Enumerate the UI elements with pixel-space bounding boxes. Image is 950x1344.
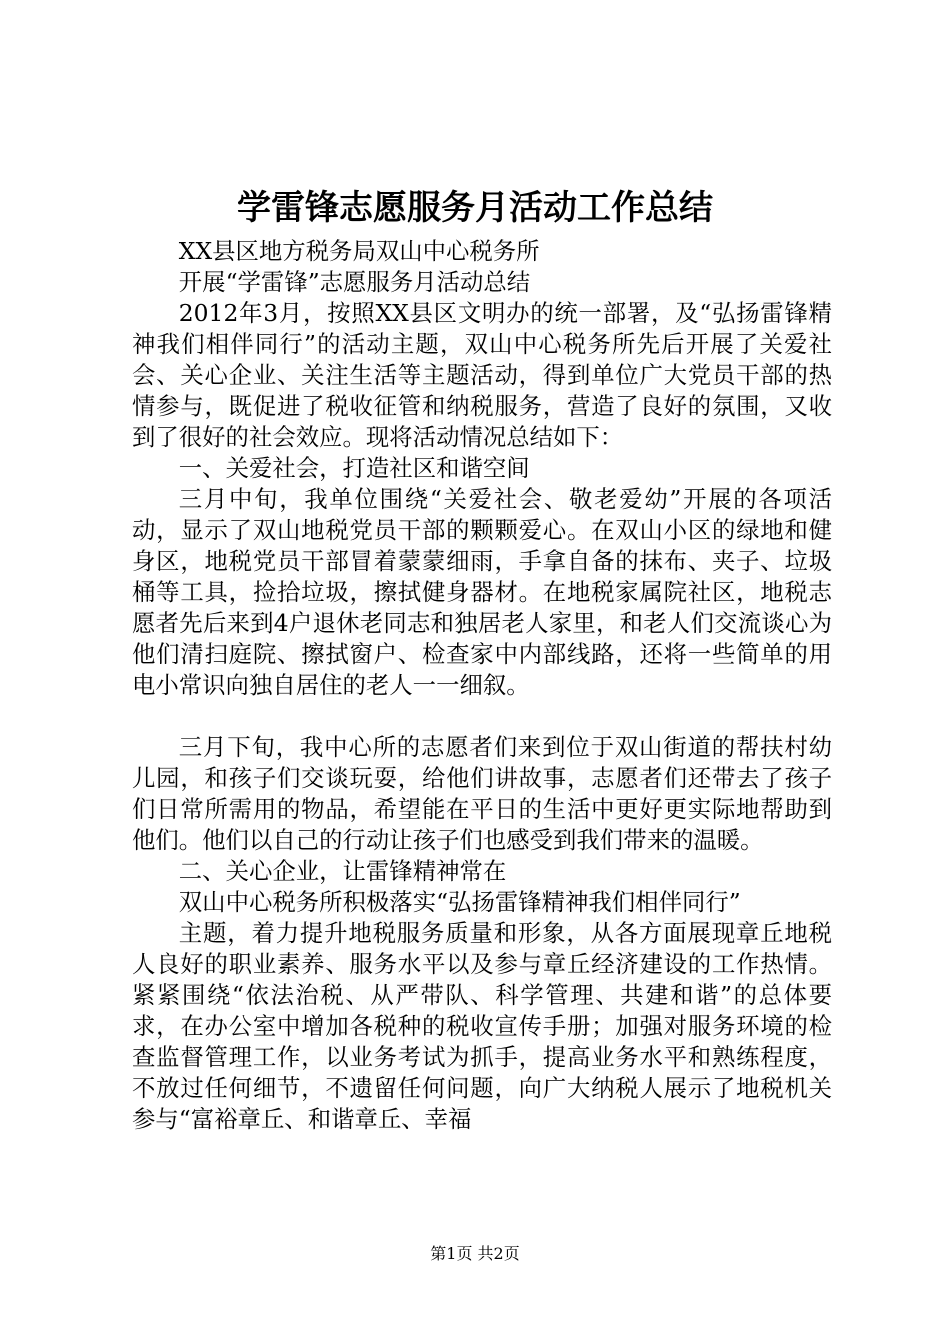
paragraph-subtitle: 开展“学雷锋”志愿服务月活动总结: [178, 268, 531, 296]
document-body: [132, 236, 832, 1135]
paragraph-enterprise: 主题，着力提升地税服务质量和形象，从各方面展现章丘地税人良好的职业素养、服务水平以及参与章丘经济建设的工作热情。紧紧围绕“依法治税、从严带队、科学管理、共建和谐”的总体要求，在办公室中增加各税种的税收宣传手册；加强对服务环境的检查监督管理工作，以业务考试为抓手，提高业务水平和熟练程度，不放过任何细节，不遗留任何问题，向广大纳税人展示了地税机关参与“富裕章丘、和谐章丘、幸福: [132, 919, 832, 1133]
paragraph-late-march: 三月下旬，我中心所的志愿者们来到位于双山街道的帮扶村幼儿园，和孩子们交谈玩耍，给他们讲故事，志愿者们还带去了孩子们日常所需用的物品，希望能在平日的生活中更好更实际地帮助到他们。他们以自己的行动让孩子们也感受到我们带来的温暖。: [132, 733, 832, 854]
paragraph-theme-line: 双山中心税务所积极落实“弘扬雷锋精神我们相伴同行”: [178, 888, 741, 916]
paragraph-intro: 2012年3月，按照XX县区文明办的统一部署，及“弘扬雷锋精神我们相伴同行”的活动主题，双山中心税务所先后开展了关爱社会、关心企业、关注生活等主题活动，得到单位广大党员干部的热情参与，既促进了税收征管和纳税服务，营造了良好的氛围，又收到了很好的社会效应。现将活动情况总结如下：: [132, 299, 832, 451]
section-heading-1: 一、关爱社会，打造社区和谐空间: [178, 454, 530, 482]
section-heading-2: 二、关心企业，让雷锋精神常在: [178, 857, 507, 885]
paragraph-mid-march: 三月中旬，我单位围绕“关爱社会、敬老爱幼”开展的各项活动，显示了双山地税党员干部的颗颗爱心。在双山小区的绿地和健身区，地税党员干部冒着蒙蒙细雨，手拿自备的抹布、夹子、垃圾桶等工具，捡拾垃圾，擦拭健身器材。在地税家属院社区，地税志愿者先后来到4户退休老同志和独居老人家里，和老人们交流谈心为他们清扫庭院、擦拭窗户、检查家中内部线路，还将一些简单的用电小常识向独自居住的老人一一细叙。: [132, 485, 832, 699]
paragraph-organization: XX县区地方税务局双山中心税务所: [178, 237, 540, 265]
document-title: 学雷锋志愿服务月活动工作总结: [237, 188, 713, 228]
page-footer: 第1页 共2页: [430, 1244, 520, 1263]
